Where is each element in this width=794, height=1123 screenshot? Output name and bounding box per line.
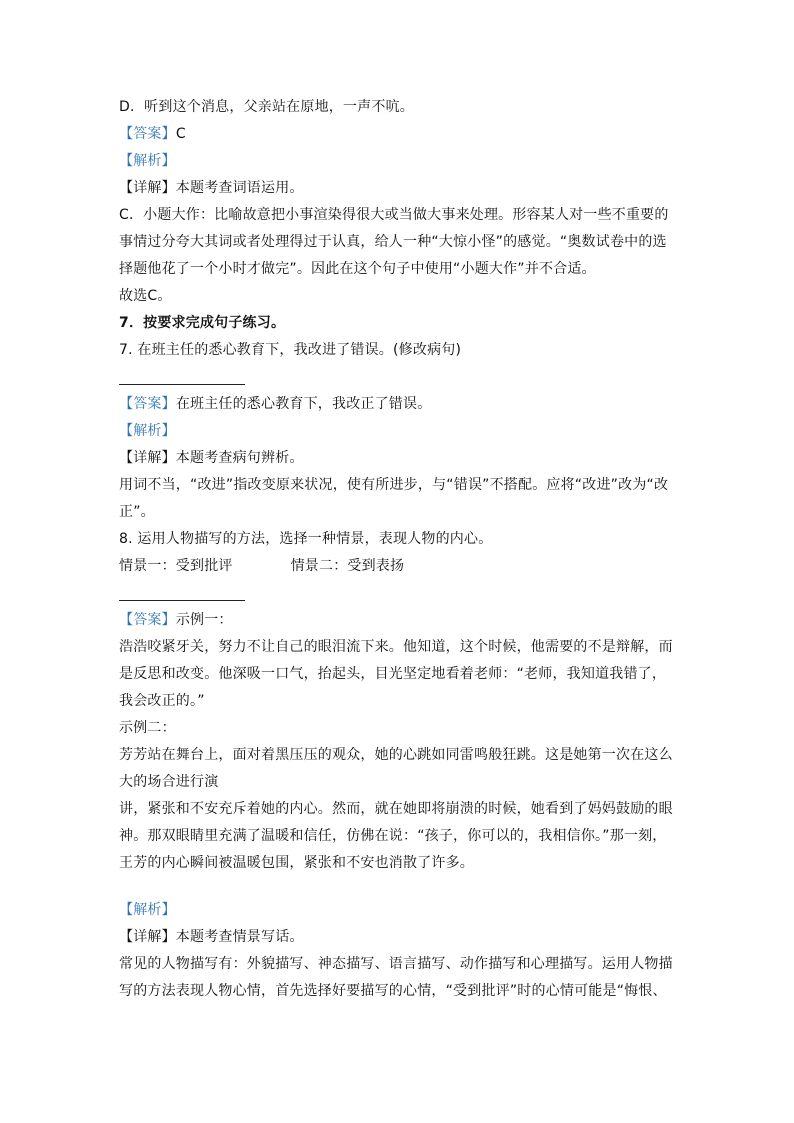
- q7-answer: [119, 391, 679, 418]
- q6-conclusion: 故选C。: [119, 288, 172, 304]
- example-one-text: 浩浩咬紧牙关，努力不让自己的眼泪流下来。他知道，这个时候，他需要的不是辩解，而是反思和改变。他深吸一口气，抬起头，目光坚定地看着老师：“老师，我知道我错了，我会改正的。”: [119, 639, 673, 709]
- q8-analysis-tag: 【解析】: [119, 902, 176, 918]
- answer-value: C: [175, 126, 186, 142]
- q7-explanation: 用词不当，“改进”指改变原来状况，使有所进步，与“错误”不搭配。应将“改进”改为“改正”。: [119, 477, 669, 520]
- scene-one: 情景一：受到批评: [119, 558, 233, 574]
- q8-scenes: [119, 553, 679, 580]
- document-body: [119, 94, 679, 1005]
- answer-tag: 【答案】: [119, 396, 176, 412]
- q7-detail: 【详解】本题考查病句辨析。: [119, 450, 304, 466]
- example-two-part-two: 讲，紧张和不安充斥着她的内心。然而，就在她即将崩溃的时候，她看到了妈妈鼓励的眼神。那双眼睛里充满了温暖和信任，仿佛在说：“孩子，你可以的，我相信你。”那一刻，王芳的内心瞬间被温暖包围，紧张和不安也消散了许多。: [119, 801, 673, 871]
- answer-tag: 【答案】: [119, 612, 176, 628]
- answer-text: 在班主任的悉心教育下，我改正了错误。: [175, 396, 432, 412]
- q7-sub-question: 7. 在班主任的悉心教育下，我改进了错误。(修改病句): [119, 342, 462, 358]
- example-one-label: 示例一：: [175, 612, 233, 628]
- answer-blank: [119, 370, 245, 385]
- example-two-label: 示例二：: [119, 720, 176, 736]
- scene-two: 情景二：受到表扬: [290, 558, 405, 574]
- q7-analysis-tag: 【解析】: [119, 423, 176, 439]
- q8-explanation: 常见的人物描写有：外貌描写、神态描写、语言描写、动作描写和心理描写。运用人物描写的方法表现人物心情，首先选择好要描写的心情，“受到批评”时的心情可能是“悔恨、: [119, 956, 673, 999]
- option-d: D．听到这个消息，父亲站在原地，一声不吭。: [119, 99, 414, 115]
- q8-detail: 【详解】本题考查情景写话。: [119, 929, 304, 945]
- q8-answer: [119, 607, 679, 634]
- q7-heading: 7．按要求完成句子练习。: [119, 315, 286, 331]
- q6-detail: 【详解】本题考查词语运用。: [119, 180, 304, 196]
- q6-explanation: C．小题大作：比喻故意把小事渲染得很大或当做大事来处理。形容某人对一些不重要的事情过分夸大其词或者处理得过于认真，给人一种“大惊小怪”的感觉。“奥数试卷中的选择题他花了一个小时才做完”。因此在这个句子中使用“小题大作”并不合适。: [119, 207, 669, 277]
- example-two-part-one: 芳芳站在舞台上，面对着黑压压的观众，她的心跳如同雷鸣般狂跳。这是她第一次在这么大的场合进行演: [119, 747, 673, 790]
- answer-tag: 【答案】: [119, 126, 176, 142]
- q6-analysis-tag: 【解析】: [119, 153, 176, 169]
- answer-blank: [119, 586, 245, 601]
- q8-prompt: 8. 运用人物描写的方法，选择一种情景，表现人物的内心。: [119, 531, 493, 547]
- q6-answer: [119, 121, 679, 148]
